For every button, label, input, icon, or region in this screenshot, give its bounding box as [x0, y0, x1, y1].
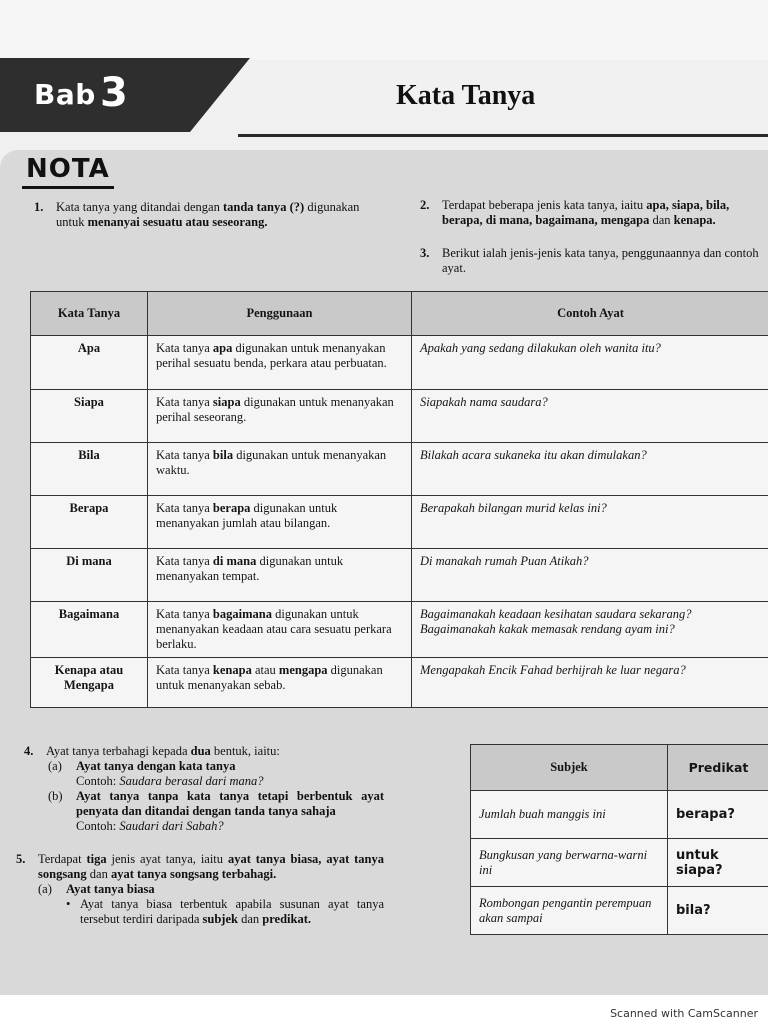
- kata-cell: Berapa: [31, 496, 148, 549]
- column-header: Penggunaan: [148, 292, 412, 336]
- cell-text: digunakan untuk menanyakan waktu.: [156, 448, 387, 477]
- penggunaan-cell: [148, 390, 412, 443]
- penggunaan-cell: [148, 602, 412, 658]
- predikat-cell: untuk siapa?: [668, 839, 768, 887]
- note-point-5: [16, 852, 384, 927]
- table-header-row: [471, 745, 768, 791]
- column-header: Contoh Ayat: [412, 292, 768, 336]
- sub-title: Ayat tanya tanpa kata tanya tetapi berbentuk ayat penyata dan ditandai dengan tanda tanya sahaja: [76, 789, 384, 818]
- penggunaan-cell: [148, 658, 412, 708]
- point-text: jenis ayat tanya, iaitu: [106, 852, 228, 866]
- note-point-3: [420, 246, 768, 276]
- cell-text: digunakan untuk menanyakan perihal sesuatu benda, perkara atau perbuatan.: [156, 341, 387, 370]
- cell-bold: apa: [212, 341, 233, 355]
- cell-text: Kata tanya: [156, 554, 213, 568]
- point-text: dan: [649, 213, 674, 227]
- chapter-title: Kata Tanya: [396, 80, 536, 111]
- table-row: [31, 549, 768, 602]
- contoh-cell: Apakah yang sedang dilakukan oleh wanita itu?: [412, 336, 768, 390]
- note-point-2: [420, 198, 768, 228]
- sub-label: (b): [48, 789, 63, 803]
- sub-title: Ayat tanya biasa: [66, 882, 155, 896]
- example-text: Saudari dari Sabah?: [119, 819, 224, 833]
- point-text: bentuk, iaitu:: [210, 744, 280, 758]
- kata-cell: Apa: [31, 336, 148, 390]
- penggunaan-cell: [148, 549, 412, 602]
- point-text: Terdapat: [38, 852, 87, 866]
- point-text: digunakan untuk: [56, 200, 360, 229]
- table-row: [31, 443, 768, 496]
- subjek-predikat-table: [470, 744, 768, 935]
- point-bold: tiga: [86, 852, 107, 866]
- cell-text: Kata tanya: [156, 448, 213, 462]
- example-label: Contoh:: [76, 774, 120, 788]
- contoh-line: Bagaimanakah keadaan kesihatan saudara sekarang?: [420, 607, 692, 621]
- cell-text: Kata tanya: [156, 501, 213, 515]
- point-number: 4.: [24, 744, 34, 758]
- cell-text: Kata tanya: [156, 607, 213, 621]
- nota-underline: [22, 186, 114, 189]
- cell-text: digunakan untuk menanyakan jumlah atau bilangan.: [156, 501, 338, 530]
- subjek-cell: Rombongan pengantin perempuan akan sampai: [471, 887, 668, 935]
- contoh-cell: Bilakah acara sukaneka itu akan dimulakan?: [412, 443, 768, 496]
- bullet-bold: predikat.: [262, 912, 312, 926]
- subjek-cell: Jumlah buah manggis ini: [471, 791, 668, 839]
- bullet-text: Ayat tanya biasa terbentuk apabila susunan ayat tanya tersebut terdiri daripada: [80, 897, 384, 926]
- kata-cell: Di mana: [31, 549, 148, 602]
- table-row: [31, 336, 768, 390]
- cell-bold: berapa: [212, 501, 251, 515]
- kata-cell: Kenapa atau Mengapa: [31, 658, 148, 708]
- table-row: [31, 390, 768, 443]
- example-text: Saudara berasal dari mana?: [119, 774, 264, 788]
- contoh-cell: Berapakah bilangan murid kelas ini?: [412, 496, 768, 549]
- example-label: Contoh:: [76, 819, 120, 833]
- contoh-cell: Mengapakah Encik Fahad berhijrah ke luar negara?: [412, 658, 768, 708]
- sub-point-a: [46, 759, 384, 789]
- sub-label: (a): [38, 882, 52, 896]
- cell-text: digunakan untuk menanyakan keadaan atau cara sesuatu perkara berlaku.: [156, 607, 392, 651]
- penggunaan-cell: [148, 336, 412, 390]
- point-text: Terdapat beberapa jenis kata tanya, iaitu: [442, 198, 647, 212]
- predikat-cell: bila?: [668, 887, 768, 935]
- point-text: dan: [86, 867, 111, 881]
- kata-cell: Bila: [31, 443, 148, 496]
- sub-point-b: [46, 789, 384, 834]
- point-text: Berikut ialah jenis-jenis kata tanya, penggunaannya dan contoh ayat.: [442, 246, 759, 275]
- cell-bold: bagaimana: [212, 607, 272, 621]
- point-text: Kata tanya yang ditandai dengan: [56, 200, 223, 214]
- predikat-cell: berapa?: [668, 791, 768, 839]
- table-row: [471, 791, 768, 839]
- kata-cell: Bagaimana: [31, 602, 148, 658]
- bullet-text: dan: [237, 912, 263, 926]
- note-point-1: [34, 200, 389, 230]
- penggunaan-cell: [148, 496, 412, 549]
- sub-label: (a): [48, 759, 62, 773]
- cell-text: Kata tanya: [156, 341, 213, 355]
- column-header: Subjek: [471, 745, 668, 791]
- point-bold: apa, siapa, bila, berapa, di mana, bagaimana, mengapa: [442, 198, 730, 227]
- page-top-margin: [0, 0, 768, 60]
- point-number: 2.: [420, 198, 430, 212]
- cell-text: digunakan untuk menanyakan tempat.: [156, 554, 344, 583]
- kata-tanya-table: [30, 291, 768, 708]
- column-header: Predikat: [668, 745, 768, 791]
- table-row: [31, 496, 768, 549]
- table-row: [31, 602, 768, 658]
- bullet-icon: •: [66, 897, 71, 911]
- point-bold: kenapa.: [673, 213, 716, 227]
- bullet-item: [66, 897, 384, 927]
- contoh-cell: Di manakah rumah Puan Atikah?: [412, 549, 768, 602]
- bullet-bold: subjek: [202, 912, 238, 926]
- note-point-4: [24, 744, 384, 834]
- table-row: [31, 658, 768, 708]
- contoh-line: Bagaimanakah kakak memasak rendang ayam ini?: [420, 622, 675, 636]
- column-header: Kata Tanya: [31, 292, 148, 336]
- point-bold: ayat tanya songsang terbahagi.: [110, 867, 277, 881]
- scanner-watermark: Scanned with CamScanner: [610, 1007, 758, 1020]
- table-row: [471, 839, 768, 887]
- cell-text: digunakan untuk menanyakan sebab.: [156, 663, 383, 692]
- cell-text: atau: [251, 663, 279, 677]
- cell-bold: bila: [212, 448, 234, 462]
- chapter-label: Bab: [34, 78, 96, 111]
- sub-title: Ayat tanya dengan kata tanya: [76, 759, 236, 773]
- point-bold: dua: [190, 744, 211, 758]
- point-number: 3.: [420, 246, 430, 260]
- point-bold: ayat tanya biasa, ayat tanya songsang: [38, 852, 385, 881]
- subjek-cell: Bungkusan yang berwarna-warni ini: [471, 839, 668, 887]
- contoh-cell: Siapakah nama saudara?: [412, 390, 768, 443]
- chapter-number: 3: [100, 70, 128, 116]
- cell-text: Kata tanya: [156, 663, 213, 677]
- cell-text: Kata tanya: [156, 395, 213, 409]
- point-number: 5.: [16, 852, 26, 866]
- title-underline: [238, 134, 768, 137]
- point-bold: menanyai sesuatu atau seseorang.: [87, 215, 268, 229]
- cell-bold: mengapa: [278, 663, 328, 677]
- nota-heading: NOTA: [26, 154, 110, 184]
- table-row: [471, 887, 768, 935]
- sub-point-a: [38, 882, 384, 927]
- table-header-row: [31, 292, 768, 336]
- cell-bold: di mana: [212, 554, 257, 568]
- cell-text: digunakan untuk menanyakan perihal seseorang.: [156, 395, 394, 424]
- kata-cell: Siapa: [31, 390, 148, 443]
- point-bold: tanda tanya (?): [222, 200, 305, 214]
- point-number: 1.: [34, 200, 44, 214]
- contoh-cell: [412, 602, 768, 658]
- cell-bold: siapa: [212, 395, 241, 409]
- penggunaan-cell: [148, 443, 412, 496]
- point-text: Ayat tanya terbahagi kepada: [46, 744, 191, 758]
- cell-bold: kenapa: [212, 663, 252, 677]
